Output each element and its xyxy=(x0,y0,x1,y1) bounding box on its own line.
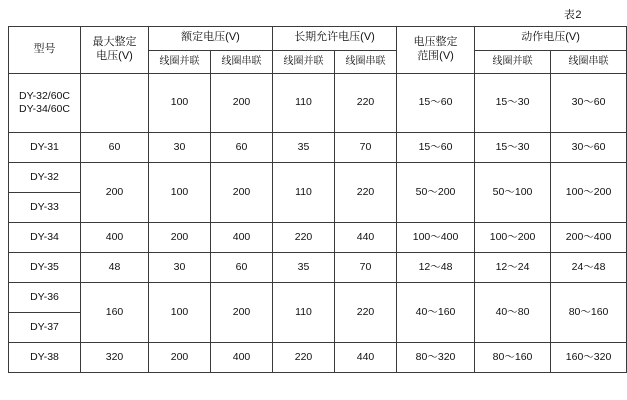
cell-rated-series: 60 xyxy=(211,133,273,163)
cell-setting-range: 50～200 xyxy=(397,163,475,223)
cell-long-parallel: 110 xyxy=(273,163,335,223)
cell-action-parallel: 100～200 xyxy=(475,223,551,253)
model-label: DY-34 xyxy=(9,223,81,253)
cell-rated-parallel: 100 xyxy=(149,163,211,223)
cell-long-parallel: 220 xyxy=(273,343,335,373)
header-rated-coil-series: 线圈串联 xyxy=(211,50,273,74)
header-max-setting-line2: 电压(V) xyxy=(96,50,133,62)
model-label: DY-37 xyxy=(9,313,81,343)
cell-rated-series: 200 xyxy=(211,283,273,343)
cell-max-setting: 200 xyxy=(81,163,149,223)
cell-setting-range: 15～60 xyxy=(397,74,475,133)
cell-long-series: 220 xyxy=(335,283,397,343)
cell-max-setting xyxy=(81,74,149,133)
cell-action-series: 80～160 xyxy=(551,283,627,343)
cell-action-series: 160～320 xyxy=(551,343,627,373)
cell-long-series: 70 xyxy=(335,253,397,283)
cell-long-parallel: 110 xyxy=(273,74,335,133)
cell-setting-range: 15～60 xyxy=(397,133,475,163)
cell-setting-range: 100～400 xyxy=(397,223,475,253)
model-label: DY-33 xyxy=(9,193,81,223)
cell-action-series: 200～400 xyxy=(551,223,627,253)
cell-rated-series: 400 xyxy=(211,343,273,373)
cell-rated-series: 400 xyxy=(211,223,273,253)
cell-action-parallel: 12～24 xyxy=(475,253,551,283)
cell-rated-parallel: 100 xyxy=(149,74,211,133)
cell-rated-parallel: 200 xyxy=(149,343,211,373)
model-label: DY-32/60C xyxy=(19,89,70,102)
header-row-group xyxy=(9,27,627,51)
cell-long-series: 440 xyxy=(335,343,397,373)
header-action-voltage-group: 动作电压(V) xyxy=(475,27,627,51)
header-rated-voltage-group: 额定电压(V) xyxy=(149,27,273,51)
header-max-setting-voltage xyxy=(81,27,149,74)
header-model: 型号 xyxy=(9,27,81,74)
header-action-coil-series: 线圈串联 xyxy=(551,50,627,74)
model-label: DY-31 xyxy=(9,133,81,163)
cell-action-parallel: 80～160 xyxy=(475,343,551,373)
cell-rated-series: 200 xyxy=(211,163,273,223)
cell-action-parallel: 15～30 xyxy=(475,133,551,163)
cell-action-parallel: 40～80 xyxy=(475,283,551,343)
cell-rated-parallel: 100 xyxy=(149,283,211,343)
cell-rated-series: 200 xyxy=(211,74,273,133)
cell-action-parallel: 15～30 xyxy=(475,74,551,133)
cell-long-parallel: 35 xyxy=(273,133,335,163)
cell-action-series: 30～60 xyxy=(551,74,627,133)
header-action-coil-parallel: 线圈并联 xyxy=(475,50,551,74)
model-label: DY-35 xyxy=(9,253,81,283)
header-long-coil-series: 线圈串联 xyxy=(335,50,397,74)
table-row xyxy=(9,343,627,373)
cell-max-setting: 48 xyxy=(81,253,149,283)
table-row xyxy=(9,283,627,313)
table-row xyxy=(9,163,627,193)
table-row xyxy=(9,223,627,253)
spec-table-wrapper xyxy=(8,26,612,373)
cell-long-series: 220 xyxy=(335,74,397,133)
model-label: DY-32 xyxy=(9,163,81,193)
header-rated-coil-parallel: 线圈并联 xyxy=(149,50,211,74)
table-head xyxy=(9,27,627,74)
cell-long-parallel: 35 xyxy=(273,253,335,283)
header-setting-range-line1: 电压整定 xyxy=(413,36,458,49)
cell-setting-range: 12～48 xyxy=(397,253,475,283)
cell-long-parallel: 110 xyxy=(273,283,335,343)
header-max-setting-line1: 最大整定 xyxy=(92,36,137,49)
cell-rated-parallel: 30 xyxy=(149,253,211,283)
cell-action-series: 100～200 xyxy=(551,163,627,223)
cell-long-series: 220 xyxy=(335,163,397,223)
table-row xyxy=(9,133,627,163)
header-long-coil-parallel: 线圈并联 xyxy=(273,50,335,74)
cell-max-setting: 400 xyxy=(81,223,149,253)
cell-rated-series: 60 xyxy=(211,253,273,283)
cell-action-parallel: 50～100 xyxy=(475,163,551,223)
cell-max-setting: 60 xyxy=(81,133,149,163)
header-setting-range xyxy=(397,27,475,74)
header-long-allow-group: 长期允许电压(V) xyxy=(273,27,397,51)
table-row xyxy=(9,253,627,283)
relay-spec-table xyxy=(8,26,627,373)
model-label: DY-34/60C xyxy=(19,103,70,115)
cell-long-parallel: 220 xyxy=(273,223,335,253)
cell-action-series: 30～60 xyxy=(551,133,627,163)
cell-setting-range: 80～320 xyxy=(397,343,475,373)
model-label: DY-38 xyxy=(9,343,81,373)
table-caption: 表2 xyxy=(563,9,582,21)
table-body xyxy=(9,74,627,373)
cell-setting-range: 40～160 xyxy=(397,283,475,343)
header-setting-range-line2: 范围(V) xyxy=(417,50,454,62)
cell-action-series: 24～48 xyxy=(551,253,627,283)
cell-rated-parallel: 200 xyxy=(149,223,211,253)
cell-max-setting: 320 xyxy=(81,343,149,373)
cell-long-series: 440 xyxy=(335,223,397,253)
cell-max-setting: 160 xyxy=(81,283,149,343)
model-label: DY-36 xyxy=(9,283,81,313)
model-group-cell xyxy=(9,74,81,133)
cell-rated-parallel: 30 xyxy=(149,133,211,163)
cell-long-series: 70 xyxy=(335,133,397,163)
